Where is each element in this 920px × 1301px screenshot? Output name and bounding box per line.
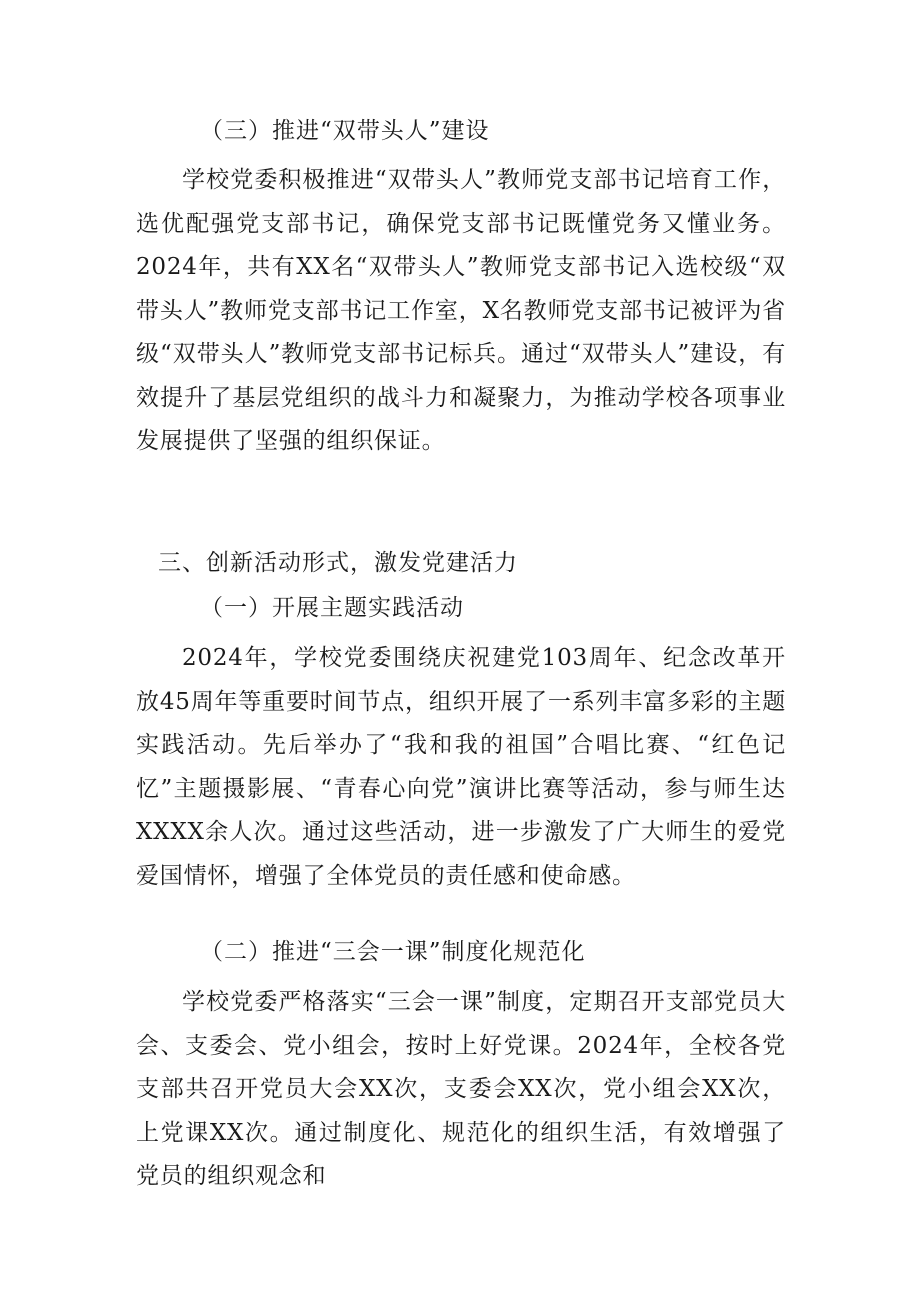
- paragraph-theme-practice: 2024年，学校党委围绕庆祝建党103周年、纪念改革开放45周年等重要时间节点，组织开展了一系列丰富多彩的主题实践活动。先后举办了“我和我的祖国”合唱比赛、“红色记忆”主题摄影展、“青春心向党”演讲比赛等活动，参与师生达XXXX余人次。通过这些活动，进一步激发了广大师生的爱党爱国情怀，增强了全体党员的责任感和使命感。: [136, 645, 786, 889]
- subsection-heading-three-meetings: （二）推进“三会一课”制度化规范化: [200, 939, 586, 965]
- section-heading-innovate-activities: 三、创新活动形式，激发党建活力: [158, 550, 518, 576]
- paragraph-dual-leaders: 学校党委积极推进“双带头人”教师党支部书记培育工作，选优配强党支部书记，确保党支部书记既懂党务又懂业务。2024年，共有XX名“双带头人”教师党支部书记入选校级“双带头人”教师党支部书记工作室，X名教师党支部书记被评为省级“双带头人”教师党支部书记标兵。通过“双带头人”建设，有效提升了基层党组织的战斗力和凝聚力，为推动学校各项事业发展提供了坚强的组织保证。: [136, 167, 786, 454]
- subsection-heading-theme-practice: （一）开展主题实践活动: [200, 595, 464, 621]
- paragraph-three-meetings: 学校党委严格落实“三会一课”制度，定期召开支部党员大会、支委会、党小组会，按时上好党课。2024年，全校各党支部共召开党员大会XX次，支委会XX次，党小组会XX次，上党课XX次。通过制度化、规范化的组织生活，有效增强了党员的组织观念和: [136, 989, 786, 1189]
- subsection-heading-dual-leaders: （三）推进“双带头人”建设: [200, 118, 490, 144]
